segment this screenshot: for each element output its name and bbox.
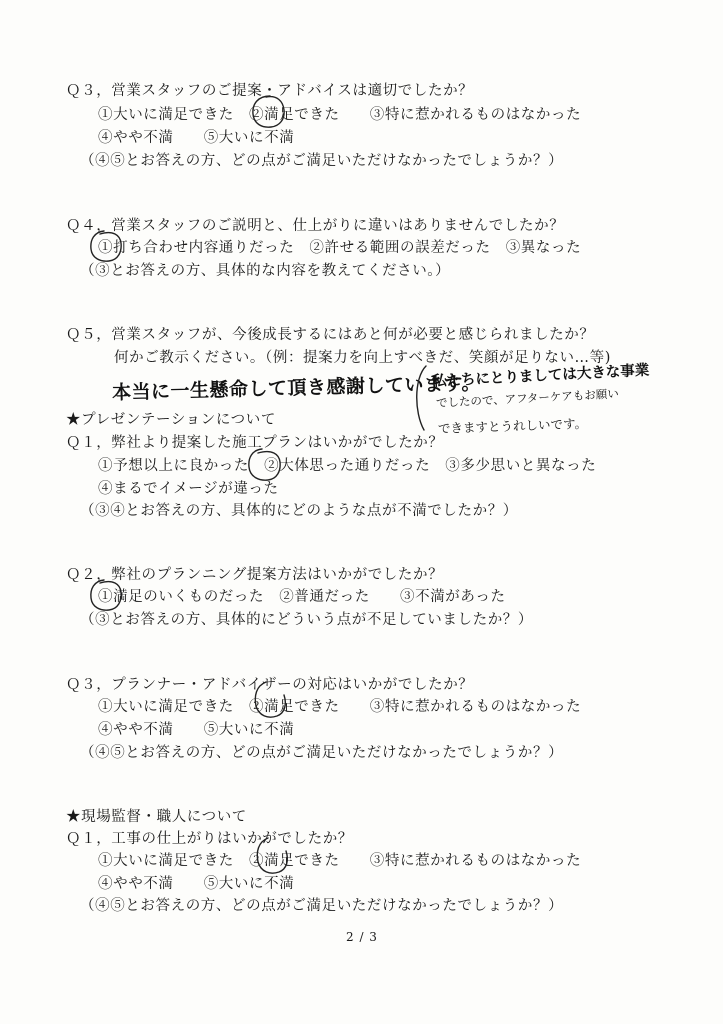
sales-q3-followup: （④⑤とお答えの方、どの点がご満足いただけなかったでしょうか？） — [80, 153, 564, 169]
site-q1-options-2: ④やや不満 ⑤大いに不満 — [98, 876, 295, 892]
site-q1-followup: （④⑤とお答えの方、どの点がご満足いただけなかったでしょうか？） — [80, 898, 564, 914]
presentation-q1-options-2: ④まるでイメージが違った — [98, 481, 279, 497]
sales-q3-options-1: ①大いに満足できた ②満足できた ③特に惹かれるものはなかった — [98, 107, 582, 123]
presentation-q1-options-1: ①予想以上に良かった ②大体思った通りだった ③多少思いと異なった — [98, 458, 597, 474]
site-q1-question: Ｑ１，工事の仕上がりはいかがでしたか？ — [66, 831, 353, 847]
site-q1-options-1: ①大いに満足できた ②満足できた ③特に惹かれるものはなかった — [98, 853, 582, 869]
presentation-q2-options-1: ①満足のいくものだった ②普通だった ③不満があった — [98, 589, 506, 605]
presentation-q1-followup: （③④とお答えの方、具体的にどのような点が不満でしたか？） — [80, 503, 518, 519]
presentation-q2-question: Ｑ２，弊社のプランニング提案方法はいかがでしたか？ — [66, 567, 444, 583]
page-number: 2 / 3 — [346, 930, 378, 944]
sales-q3-options-2: ④やや不満 ⑤大いに不満 — [98, 130, 295, 146]
sales-q4-options-1: ①打ち合わせ内容通りだった ②許せる範囲の誤差だった ③異なった — [98, 240, 582, 256]
sales-q4-question: Ｑ４，営業スタッフのご説明と、仕上がりに違いはありませんでしたか？ — [66, 218, 565, 234]
presentation-q3-options-1: ①大いに満足できた ②満足できた ③特に惹かれるものはなかった — [98, 699, 582, 715]
presentation-q3-followup: （④⑤とお答えの方、どの点がご満足いただけなかったでしょうか？） — [80, 745, 564, 761]
presentation-q2-followup: （③とお答えの方、具体的にどういう点が不足していましたか？） — [80, 612, 533, 628]
handwritten-comment-main: 本当に一生懸命して頂き感謝しています。 — [111, 372, 482, 404]
handwritten-comment-side-3: できますとうれしいです。 — [437, 415, 588, 436]
presentation-q3-question: Ｑ３，プランナー・アドバイザーの対応はいかがでしたか？ — [66, 677, 474, 693]
sales-q4-followup: （③とお答えの方、具体的な内容を教えてください。） — [80, 263, 451, 279]
sales-q5-question: Ｑ５，営業スタッフが、今後成長するにはあと何が必要と感じられましたか？ — [66, 327, 595, 343]
presentation-heading: ★プレゼンテーションについて — [66, 412, 276, 428]
handwritten-comment-side-2: でしたので、アフターケアもお願い — [435, 386, 620, 410]
presentation-q1-question: Ｑ１，弊社より提案した施工プランはいかがでしたか？ — [66, 435, 444, 451]
presentation-q3-options-2: ④やや不満 ⑤大いに不満 — [98, 722, 295, 738]
sales-q3-question: Ｑ３，営業スタッフのご提案・アドバイスは適切でしたか？ — [66, 83, 474, 99]
handwritten-comment-side-1: 私たちにとりましては大きな事業 — [431, 362, 650, 390]
sales-q5-prompt: 何かご教示ください。（例：提案力を向上すべきだ、笑顔が足りない…等) — [114, 350, 612, 366]
site-heading: ★現場監督・職人について — [66, 809, 247, 825]
